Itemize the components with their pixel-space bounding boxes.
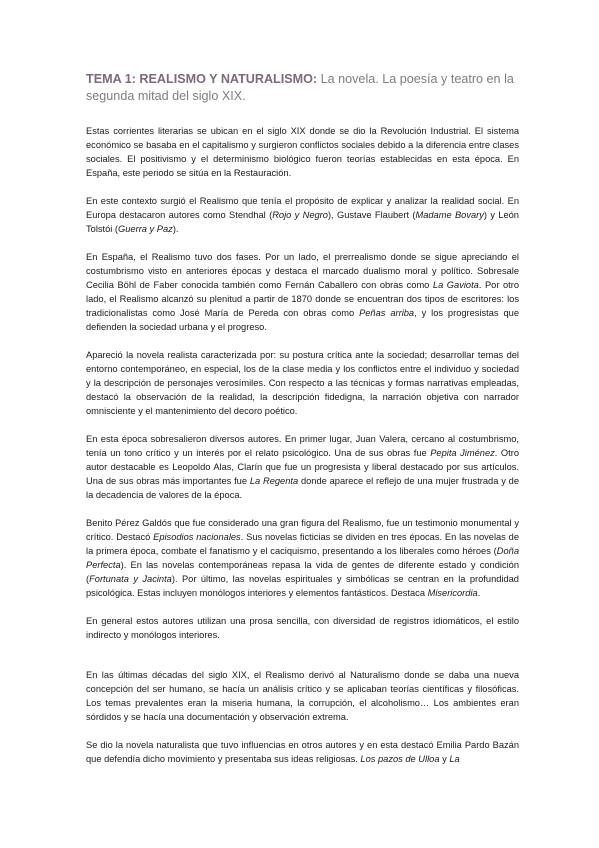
work-title: La	[449, 754, 460, 764]
work-title: La Regenta	[249, 476, 299, 486]
work-title: Peñas arriba	[359, 308, 415, 318]
title-rest: La novela. La poesía y teatro en la segunda mitad del siglo XIX.	[86, 72, 514, 103]
paragraph-realismo-europa	[86, 194, 519, 236]
title-lead: TEMA 1: REALISMO Y NATURALISMO:	[86, 72, 318, 86]
work-title: Guerra y Paz	[118, 224, 173, 234]
text-run: . Sus novelas ficticias se dividen en tres épocas. En las novelas de la primera época, combate el fanatismo y el caciquismo, presentando a los liberales como héroes (	[86, 532, 519, 556]
work-title: Rojo y Negro	[272, 210, 328, 220]
text-run: Se dio la novela naturalista que tuvo influencias en otros autores y en esta destacó Emilia Pardo Bazán que defendía dicho movimiento y presentaba sus ideas religiosas.	[86, 740, 519, 764]
work-title: La Gaviota	[432, 280, 479, 290]
paragraph-novela-naturalista	[86, 738, 519, 766]
paragraph-novela-realista	[86, 348, 519, 418]
text-run: ).	[172, 224, 179, 234]
text-run: En España, el Realismo tuvo dos fases. Por un lado, el prerrealismo donde se sigue apreciando el costumbrismo visto en anteriores épocas y destaca el marcado dualismo moral y político. Sobresale Cecilia Böhl de Faber conocida también como Fernán Caballero con obras como	[86, 252, 519, 290]
work-title: Pepita Jiménez	[430, 448, 495, 458]
text-run: En las últimas décadas del siglo XIX, el Realismo derivó al Naturalismo donde se daba una nueva concepción del ser humano, se hacía un análisis crítico y se aplicaban teorías científicas y filosóficas. Los temas prevalentes eran la miseria humana, la corrupción, el alcoholismo… Los ambientes eran sórdidos y se hacía una documentación y observación extrema.	[86, 670, 519, 722]
paragraph-naturalismo	[86, 668, 519, 724]
work-title: Los pazos de Ulloa	[360, 754, 440, 764]
text-run: ). Por último, las novelas espirituales y simbólicas se centran en la profundidad psicológica. Estas incluyen monólogos interiores y elementos fantásticos. Destaca	[86, 574, 519, 598]
work-title: Fortunata y Jacinta	[89, 574, 172, 584]
paragraph-galdos	[86, 516, 519, 600]
text-run: . Otro autor destacable es Leopoldo Alas, Clarín que fue un progresista y liberal destacado por sus artículos. Una de sus obras más importantes fue	[86, 448, 520, 486]
text-run: En este contexto surgió el Realismo que tenía el propósito de explicar y analizar la realidad social. En Europa destacaron autores como Stendhal (	[86, 196, 519, 220]
paragraph-autores	[86, 432, 519, 502]
work-title: Episodios nacionales	[153, 532, 241, 542]
work-title: Madame Bovary	[415, 210, 484, 220]
text-run: .	[477, 588, 481, 598]
work-title: Doña Perfecta	[86, 546, 519, 570]
text-run: ), Gustave Flaubert (	[327, 210, 416, 220]
paragraph-estilo	[86, 614, 519, 642]
text-run: En general estos autores utilizan una prosa sencilla, con diversidad de registros idiomáticos, el estilo indirecto y monólogos interiores.	[86, 616, 519, 640]
text-run: donde aparece el reflejo de una mujer frustrada y de la decadencia de valores de la época.	[86, 476, 519, 500]
text-run: En esta época sobresalieron diversos autores. En primer lugar, Juan Valera, cercano al costumbrismo, tenía un tono crítico y un interés por el relato psicológico. Una de sus obras fue	[86, 434, 519, 458]
text-run: Apareció la novela realista caracterizada por: su postura crítica ante la sociedad; desarrollar temas del entorno contemporáneo, en especial, los de la clase media y los conflictos entre el individuo y sociedad y la descripción de personajes verosímiles. Con respecto a las técnicas y formas narrativas empleadas, destacó la observación de la realidad, la descripción fidedigna, la narración objetiva con narrador omnisciente y el mantenimiento del decoro poético.	[86, 350, 519, 416]
text-run: , y los progresistas que defienden la sociedad urbana y el progreso.	[86, 308, 519, 332]
paragraph-context	[86, 124, 519, 180]
text-run: Estas corrientes literarias se ubican en el siglo XIX donde se dio la Revolución Industrial. El sistema económico se basaba en el capitalismo y surgieron conflictos sociales debido a la diferencia entre clases sociales. El positivismo y el determinismo biológico fueron teorías establecidas en esta época. En España, este periodo se sitúa en la Restauración.	[86, 126, 519, 178]
text-run: . Por otro lado, el Realismo alcanzó su plenitud a partir de 1870 donde se encuentran dos tipos de escritores: los tradicionalistas como José María de Pereda con obras como	[86, 280, 519, 318]
work-title: Misericordia	[427, 588, 478, 598]
document-title	[86, 71, 519, 105]
paragraph-realismo-espana	[86, 250, 519, 334]
text-run: y	[439, 754, 450, 764]
text-run: ) y León Tolstói (	[86, 210, 519, 234]
text-run: ). En las novelas contemporáneas repasa la vida de gentes de diferente estado y condición (	[86, 560, 519, 584]
text-run: Benito Pérez Galdós que fue considerado una gran figura del Realismo, fue un testimonio monumental y crítico. Destacó	[86, 518, 519, 542]
